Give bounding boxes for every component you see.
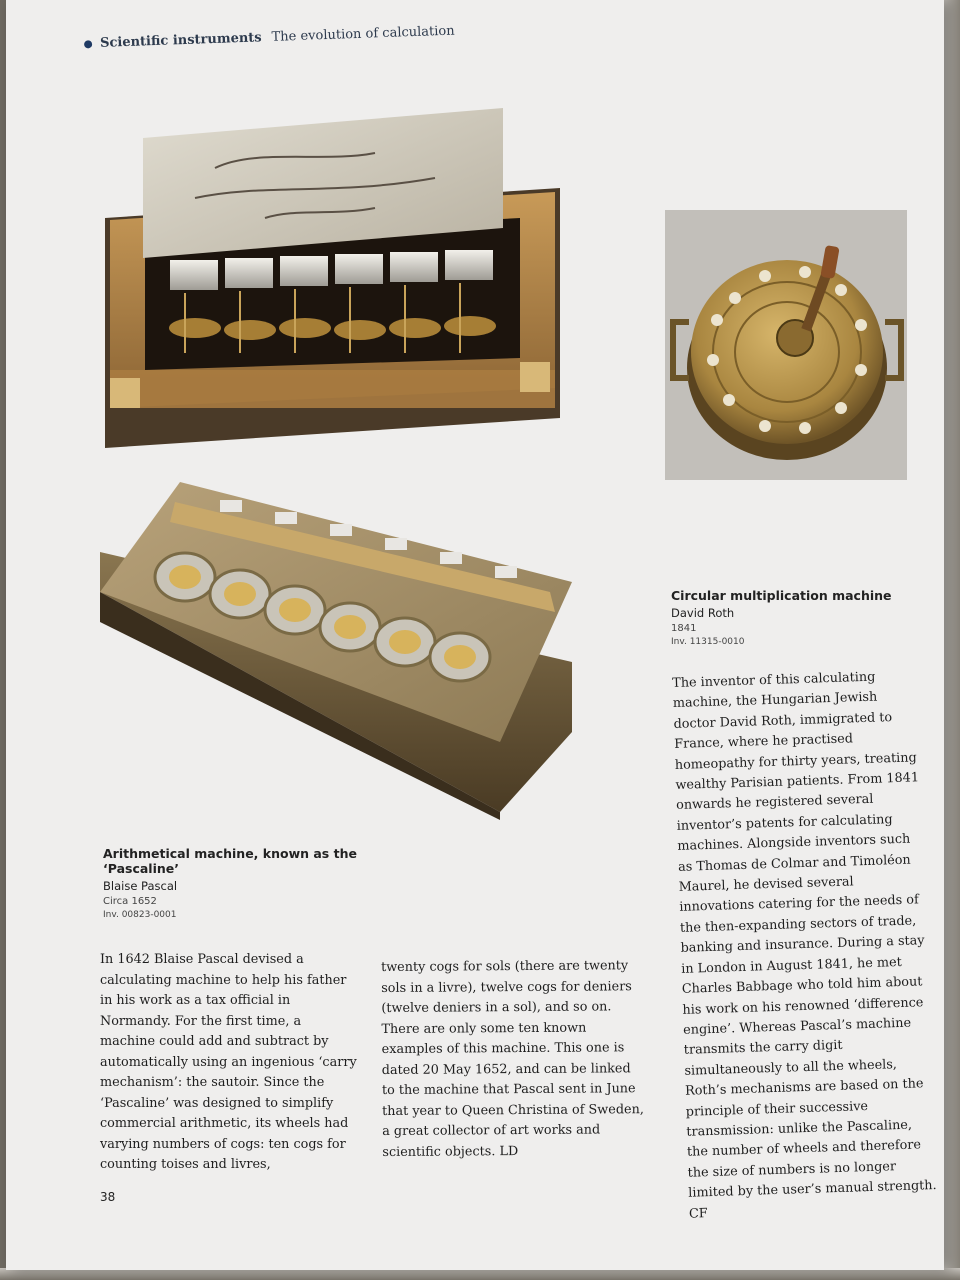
page-number: 38 [100,1190,116,1204]
caption-date: Circa 1652 [103,896,157,907]
header-section: Scientific instruments [99,30,262,51]
body-paragraph: In 1642 Blaise Pascal devised a calculating machine to help his father in his work as a tax official in Normandy. For the first time, a machine could add and subtract by automatically using an ingenious ‘carry mechanism’: the sautoir. Since the ‘Pascaline’ was designed to simplify commercial arithmetic, its wheels had varying numbers of cogs: ten cogs for counting toises and livres, [100,952,357,1172]
body-column-2 [381,956,644,1163]
caption-title: Circular multiplication machine [671,588,892,603]
caption-inventory: Inv. 00823-0001 [103,910,177,920]
caption-title: Arithmetical machine, known as the ‘Pascaline’ [103,846,357,876]
body-paragraph: twenty cogs for sols (there are twenty sols in a livre), twelve cogs for deniers (twelve deniers in a sol), and so on. There are only some ten known examples of this machine. This one is dated 20 May 1652, and can be linked to the machine that Pascal sent in June that year to Queen Christina of Sweden, a great collector of art works and scientific objects. LD [381,958,644,1160]
body-column-3 [672,666,939,1225]
pascaline-open-photo [105,108,560,448]
pascaline-closed-photo [100,482,572,820]
caption-date: 1841 [671,623,697,634]
body-paragraph: The inventor of this calculating machine, the Hungarian Jewish doctor David Roth, immigrated to France, where he practised homeopathy for thirty years, treating wealthy Parisian patients. From 1841 onwards he registered several inventor’s patents for calculating machines. Alongside inventors such as Thomas de Colmar and Timoléon Maurel, he devised several innovations catering for the needs of the then-expanding sectors of trade, banking and insurance. During a stay in London in August 1841, he met Charles Babbage who told him about his work on his renowned ‘difference engine’. Whereas Pascal’s machine transmits the carry digit simultaneously to all the wheels, Roth’s mechanisms are based on the principle of their successive transmission: unlike the Pascaline, the number of wheels and therefore the size of numbers is no longer limited by the user’s manual strength. CF [672,669,937,1222]
caption-author: David Roth [671,606,735,620]
circular-machine-photo [665,210,907,480]
bullet-dot-icon [84,40,92,48]
caption-author: Blaise Pascal [103,879,178,893]
pascaline-caption [103,846,363,920]
body-column-1 [100,950,358,1176]
caption-inventory: Inv. 11315-0010 [671,637,745,647]
header-subsection: The evolution of calculation [271,23,455,45]
roth-caption [671,588,921,647]
